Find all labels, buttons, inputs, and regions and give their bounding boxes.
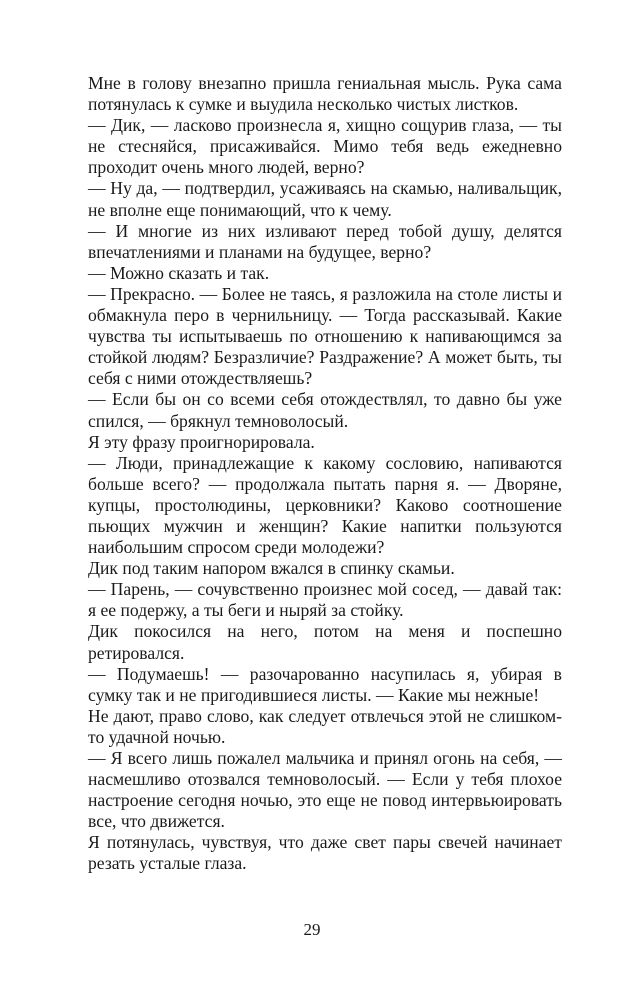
paragraph: Я потянулась, чувствуя, что даже свет пары свечей начинает резать усталые глаза. <box>88 832 562 874</box>
paragraph: Я эту фразу проигнорировала. <box>88 431 315 452</box>
page-text-block <box>88 73 562 875</box>
paragraph: — Прекрасно. — Более не таясь, я разложила на столе листы и обмакнула перо в чернильницу. — Тогда рассказывай. Какие чувства ты испытываешь по отношению к напивающимся за стойкой людям? Безразличие? Раздражение? А может быть, ты себя с ними отождествляешь? <box>88 283 562 389</box>
paragraph: — Люди, принадлежащие к какому сословию, напиваются больше всего? — продолжала пытать парня я. — Дворяне, купцы, простолюдины, церковники? Каково соотношение пьющих мужчин и женщин? Какие напитки пользуются наибольшим спросом среди молодежи? <box>88 452 562 558</box>
paragraph: Не дают, право слово, как следует отвлечься этой не слишком-то удачной ночью. <box>88 705 562 747</box>
page-number: 29 <box>303 920 321 939</box>
paragraph: — И многие из них изливают перед тобой душу, делятся впечатлениями и планами на будущее, верно? <box>88 220 562 262</box>
paragraph: — Ну да, — подтвердил, усаживаясь на скамью, наливальщик, не вполне еще понимающий, что к чему. <box>88 178 562 220</box>
paragraph: Мне в голову внезапно пришла гениальная мысль. Рука сама потянулась к сумке и выудила несколько чистых листков. <box>88 73 562 115</box>
paragraph: Дик под таким напором вжался в спинку скамьи. <box>88 558 455 579</box>
paragraph: — Дик, — ласково произнесла я, хищно сощурив глаза, — ты не стесняйся, присаживайся. Мимо тебя ведь ежедневно проходит очень много людей, верно? <box>88 115 562 178</box>
paragraph: — Парень, — сочувственно произнес мой сосед, — давай так: я ее подержу, а ты беги и ныряй за стойку. <box>88 579 562 621</box>
paragraph: — Я всего лишь пожалел мальчика и принял огонь на себя, — насмешливо отозвался темноволосый. — Если у тебя плохое настроение сегодня ночью, это еще не повод интервьюировать все, что движется. <box>88 748 562 832</box>
paragraph: Дик покосился на него, потом на меня и поспешно ретировался. <box>88 621 562 663</box>
paragraph: — Можно сказать и так. <box>88 262 270 283</box>
paragraph: — Если бы он со всеми себя отождествлял, то давно бы уже спился, — брякнул темноволосый. <box>88 389 562 431</box>
paragraph: — Подумаешь! — разочарованно насупилась я, убирая в сумку так и не пригодившиеся листы. — Какие мы нежные! <box>88 663 562 705</box>
